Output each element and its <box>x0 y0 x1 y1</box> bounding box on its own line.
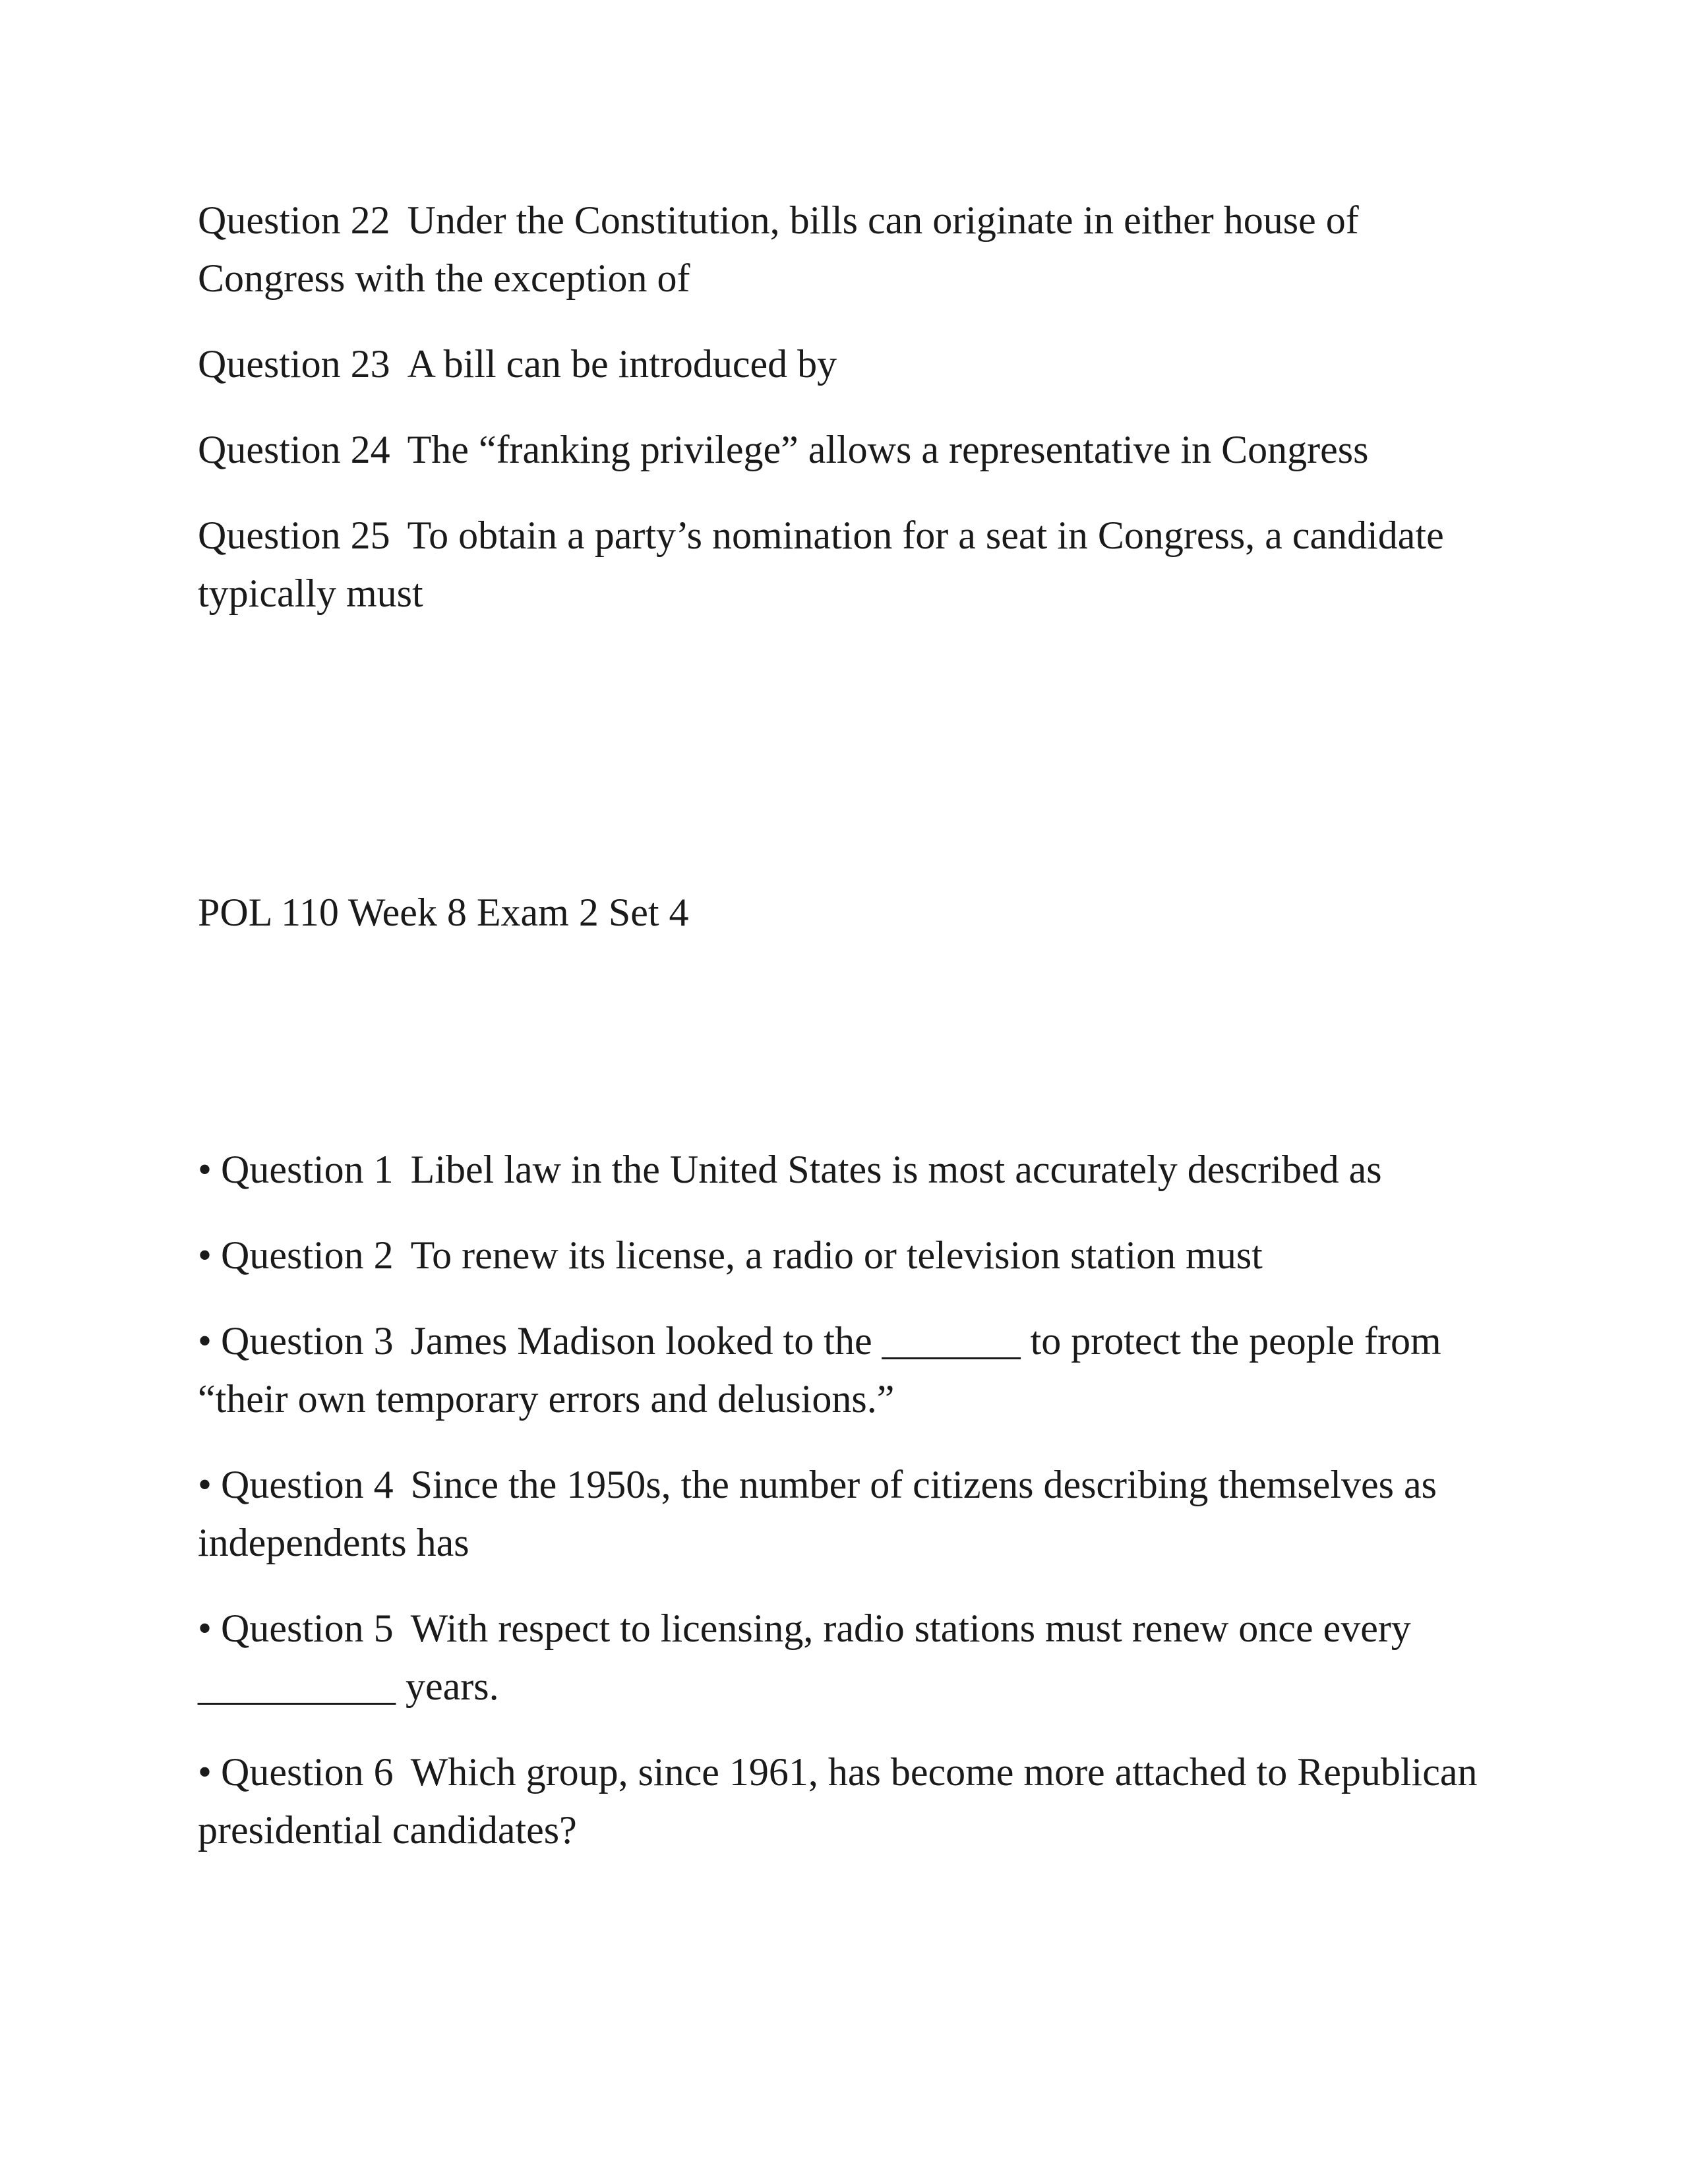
bullet-icon: • <box>198 1750 212 1794</box>
bullet-icon: • <box>198 1319 212 1363</box>
bullet-icon: • <box>198 1233 212 1277</box>
question-text: With respect to licensing, radio stations must renew once every __________ years. <box>198 1607 1411 1708</box>
question-text: Libel law in the United States is most accurately described as <box>410 1148 1382 1191</box>
section-title: POL 110 Week 8 Exam 2 Set 4 <box>198 891 689 934</box>
question-label: Question 6 <box>221 1750 394 1794</box>
bullet-question-1 <box>198 1140 1510 1198</box>
question-label: Question 5 <box>221 1607 394 1650</box>
bullet-icon: • <box>198 1463 212 1506</box>
bullet-question-2 <box>198 1226 1510 1284</box>
question-label: Question 4 <box>221 1463 394 1506</box>
question-text: James Madison looked to the _______ to protect the people from “their own temporary errors and delusions.” <box>198 1319 1441 1421</box>
question-text: The “franking privilege” allows a representative in Congress <box>407 428 1369 471</box>
question-text: To renew its license, a radio or television station must <box>410 1233 1263 1277</box>
question-text: To obtain a party’s nomination for a seat in Congress, a candidate typically must <box>198 514 1444 615</box>
question-label: Question 25 <box>198 514 390 557</box>
question-label: Question 23 <box>198 342 390 386</box>
question-label: Question 24 <box>198 428 390 471</box>
question-22 <box>198 191 1510 307</box>
question-text: A bill can be introduced by <box>407 342 837 386</box>
question-text: Under the Constitution, bills can originate in either house of Congress with the exception of <box>198 198 1359 300</box>
bullet-question-list <box>198 1140 1510 1887</box>
question-label: Question 2 <box>221 1233 394 1277</box>
top-question-list <box>198 191 1510 650</box>
question-24 <box>198 421 1510 479</box>
bullet-question-4 <box>198 1456 1510 1572</box>
question-text: Which group, since 1961, has become more attached to Republican presidential candidates? <box>198 1750 1478 1852</box>
question-label: Question 3 <box>221 1319 394 1363</box>
question-23 <box>198 335 1510 393</box>
bullet-icon: • <box>198 1148 212 1191</box>
question-text: Since the 1950s, the number of citizens describing themselves as independents has <box>198 1463 1437 1564</box>
question-label: Question 22 <box>198 198 390 242</box>
bullet-question-5 <box>198 1599 1510 1715</box>
question-25 <box>198 506 1510 622</box>
bullet-question-6 <box>198 1743 1510 1859</box>
bullet-question-3 <box>198 1312 1510 1428</box>
question-label: Question 1 <box>221 1148 394 1191</box>
bullet-icon: • <box>198 1607 212 1650</box>
